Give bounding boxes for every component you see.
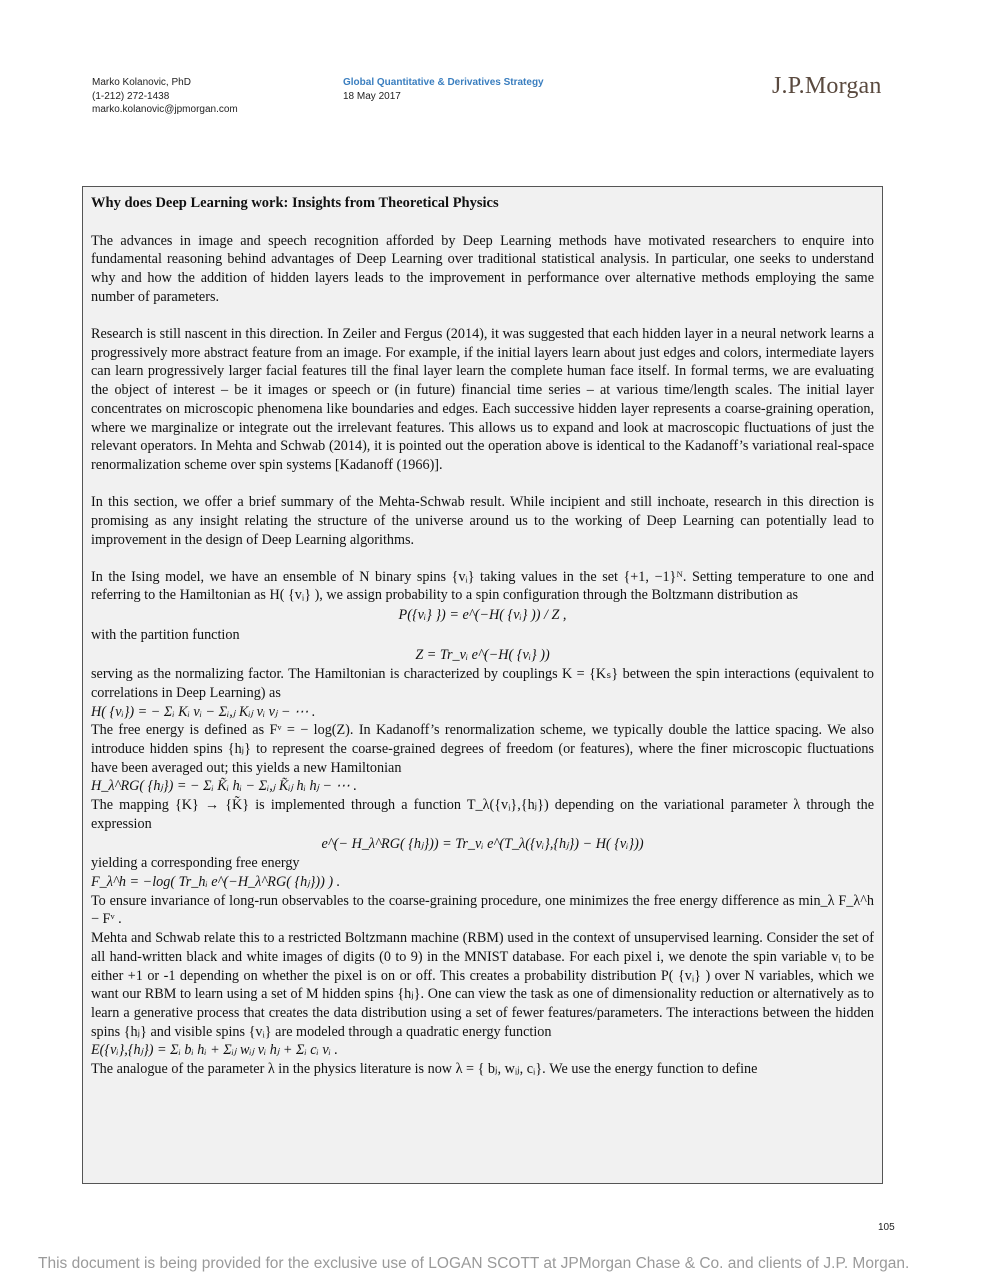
author-email: marko.kolanovic@jpmorgan.com	[92, 104, 238, 115]
report-info	[343, 76, 544, 103]
box-title: Why does Deep Learning work: Insights from Theoretical Physics	[91, 195, 499, 211]
equation-boltzmann: P({vᵢ} }) = e^(−H( {vᵢ} )) / Z ,	[398, 607, 567, 624]
paragraph-5: serving as the normalizing factor. The Hamiltonian is characterized by couplings K = {Kₛ} between the spin interactions (equivalent to correlations in Deep Learning) as	[91, 666, 874, 701]
paragraph-7: The mapping {K} → {K̃} is implemented through a function T_λ({vᵢ},{hⱼ}) depending on the variational parameter λ through the expression	[91, 797, 874, 832]
page-number: 105	[878, 1222, 895, 1233]
equation-partition: Z = Tr_vᵢ e^(−H( {vᵢ} ))	[415, 646, 550, 663]
paragraph-3: In this section, we offer a brief summary of the Mehta-Schwab result. While incipient and still inchoate, research in this direction is promising as any insight relating the structure of the universe around us to the working of Deep Learning can potentially lead to improvement in the design of Deep Learning algorithms.	[91, 494, 874, 548]
footer-disclaimer: This document is being provided for the exclusive use of LOGAN SCOTT at JPMorgan Chase & Co. and clients of J.P. Morgan.	[38, 1255, 910, 1272]
paragraph-6: The free energy is defined as Fᵛ = − log(Z). In Kadanoff’s renormalization scheme, we typically double the lattice spacing. We also introduce hidden spins {hⱼ} to represent the coarse-grained degrees of freedom (or features), where the finer microscopic fluctuations have been averaged out; this yields a new Hamiltonian	[91, 722, 874, 776]
free-energy-intro: yielding a corresponding free energy	[91, 855, 300, 872]
partition-intro: with the partition function	[91, 626, 240, 643]
jpmorgan-logo: J.P.Morgan	[772, 73, 882, 99]
author-name: Marko Kolanovic, PhD	[92, 77, 191, 88]
author-block	[92, 76, 238, 117]
report-date: 18 May 2017	[343, 90, 401, 102]
department-title: Global Quantitative & Derivatives Strategy	[343, 77, 544, 88]
paragraph-10: The analogue of the parameter λ in the physics literature is now λ = { bⱼ, wᵢⱼ, cᵢ}. We use the energy function to define	[91, 1061, 758, 1078]
equation-energy: E({vᵢ},{hⱼ}) = Σᵢ bᵢ hᵢ + Σᵢⱼ wᵢⱼ vᵢ hⱼ + Σᵢ cᵢ vᵢ .	[91, 1042, 338, 1059]
paragraph-8: To ensure invariance of long-run observables to the coarse-graining procedure, one minimizes the free energy difference as min_λ F_λ^h − Fᵛ .	[91, 892, 874, 928]
paragraph-4: In the Ising model, we have an ensemble of N binary spins {vᵢ} taking values in the set {+1, −1}ᴺ. Setting temperature to one and referring to the Hamiltonian as H( {vᵢ} ), we assign probability to a spin configuration through the Boltzmann distribution as	[91, 568, 874, 604]
paragraph-2: Research is still nascent in this direction. In Zeiler and Fergus (2014), it was suggested that each hidden layer in a neural network learns a progressively more abstract feature from an image. For example, if the initial layers learn about just edges and colors, intermediate layers can learn progressively larger facial features till the final layer learn the complete human face itself. In formal terms, we are evaluating the object of interest – be it images or speech or (in future) financial time series – at various time/length scales. The initial layer concentrates on microscopic phenomena like boundaries and edges. Each successive hidden layer represents a coarse-graining operation, where we marginalize or integrate out the irrelevant features. This allows us to expand and look at macroscopic fluctuations of just the relevant operators. In Mehta and Schwab (2014), it is pointed out the operation above is identical to the Kadanoff’s variational real-space renormalization scheme over spin systems [Kadanoff (1966)].	[91, 326, 874, 473]
equation-rg-hamiltonian: H_λ^RG( {hⱼ}) = − Σᵢ K̃ᵢ hᵢ − Σᵢ,ⱼ K̃ᵢⱼ hᵢ hⱼ − ⋯ .	[91, 778, 357, 795]
equation-free-energy: F_λ^h = −log( Tr_hᵢ e^(−H_λ^RG( {hⱼ})) ) .	[91, 874, 341, 890]
sidebar-box	[82, 186, 883, 1184]
equation-hamiltonian: H( {vᵢ}) = − Σᵢ Kᵢ vᵢ − Σᵢ,ⱼ Kᵢⱼ vᵢ vⱼ − ⋯ .	[91, 703, 316, 720]
equation-mapping: e^(− H_λ^RG( {hⱼ})) = Tr_vᵢ e^(T_λ({vᵢ},{hⱼ}) − H( {vᵢ}))	[321, 835, 644, 852]
paragraph-9: Mehta and Schwab relate this to a restricted Boltzmann machine (RBM) used in the context of unsupervised learning. Consider the set of all hand-written black and white images of digits (0 to 9) in the MNIST database. For each pixel i, we denote the spin variable vᵢ to be either +1 or -1 depending on whether the pixel is on or off. This creates a probability distribution P( {vᵢ} ) over N variables, which we want our RBM to learn using a set of M hidden spins {hⱼ}. One can view the task as one of dimensionality reduction or alternatively as to learn a generative process that creates the data distribution using a set of fewer features/parameters. The interactions between the hidden spins {hⱼ} and visible spins {vᵢ} are modeled through a quadratic energy function	[91, 930, 874, 1040]
author-phone: (1-212) 272-1438	[92, 90, 170, 102]
paragraph-1: The advances in image and speech recognition afforded by Deep Learning methods have motivated researchers to enquire into fundamental reasoning behind advantages of Deep Learning over traditional statistical analysis. In particular, one seeks to understand why and how the addition of hidden layers leads to the improvement in performance over alternative methods employing the same number of parameters.	[91, 232, 874, 305]
